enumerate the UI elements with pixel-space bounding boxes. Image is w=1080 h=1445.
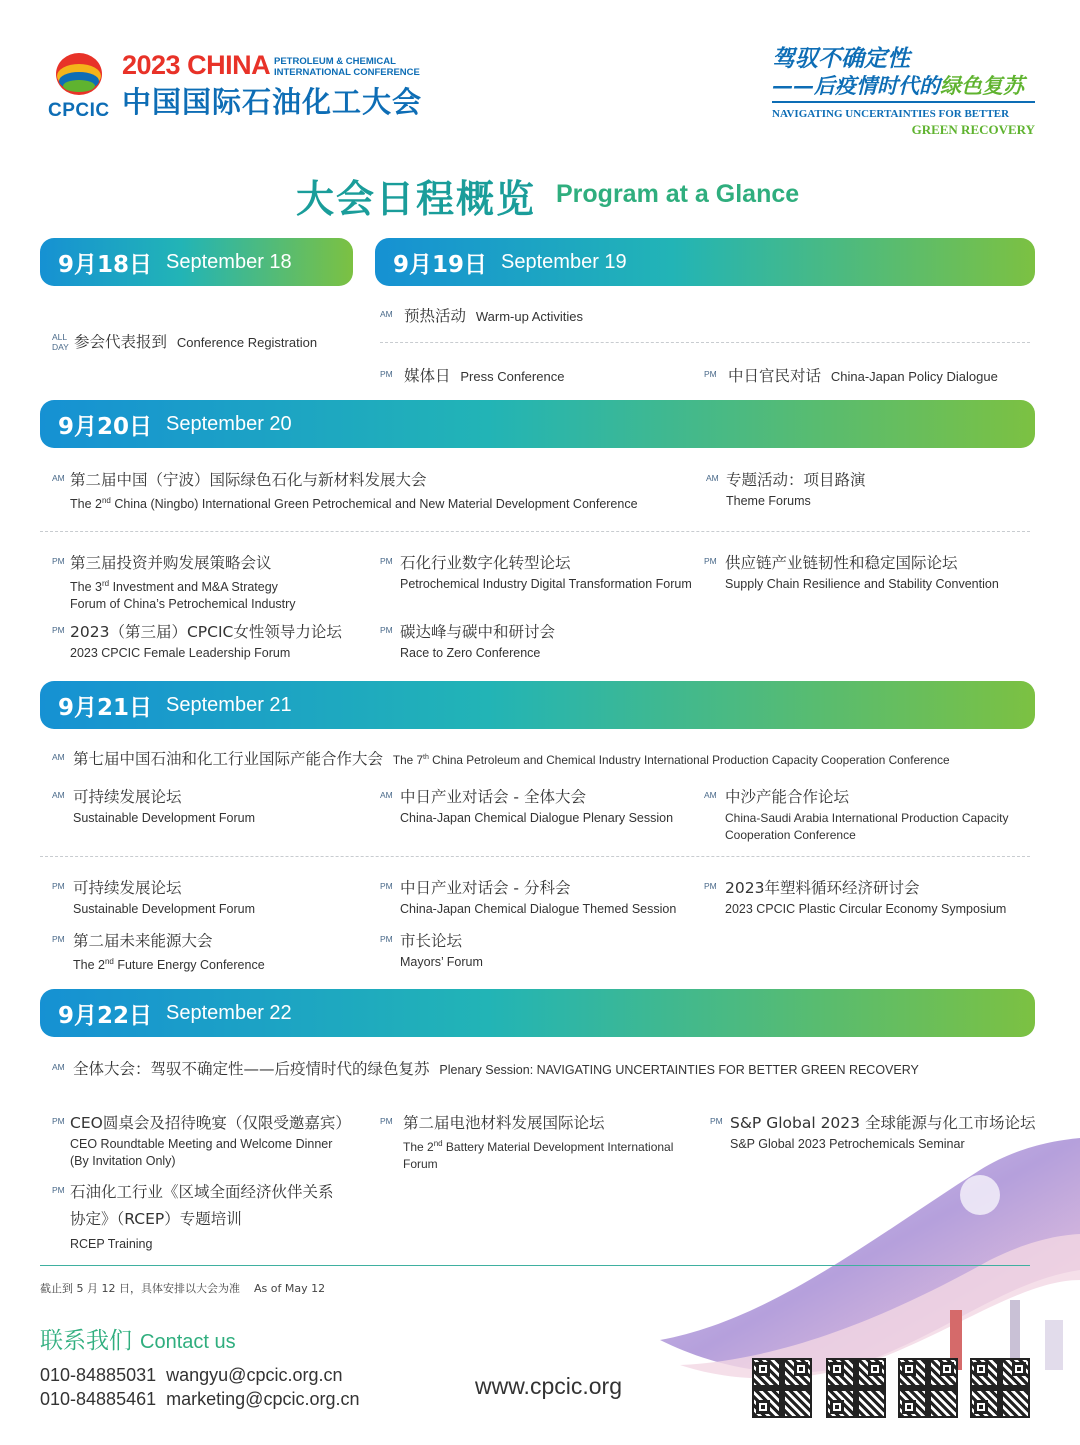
event-sustainable-pm: PM 可持续发展论坛 Sustainable Development Forum <box>52 879 256 916</box>
footer-divider <box>40 1265 1030 1266</box>
divider <box>40 531 1030 532</box>
event-china-saudi: AM 中沙产能合作论坛 China-Saudi Arabia International Production Capacity Cooperation Conference <box>704 788 1009 842</box>
event-policy-dialogue: PM 中日官民对话 China-Japan Policy Dialogue <box>704 367 998 385</box>
event-capacity-cooperation: AM 第七届中国石油和化工行业国际产能合作大会 The 7th China Petroleum and Chemical Industry International Production Capacity Cooperation Conference <box>52 750 950 768</box>
cpcic-logo-icon <box>55 52 103 96</box>
event-press: PM 媒体日 Press Conference <box>380 367 565 385</box>
day-bar-sep21: 9月21日 September 21 <box>40 681 1035 729</box>
slogan-english-2: GREEN RECOVERY <box>911 122 1035 137</box>
qr-code-3[interactable] <box>898 1358 958 1418</box>
page-title-english: Program at a Glance <box>556 180 800 208</box>
event-female-leadership: PM 2023（第三届）CPCIC女性领导力论坛 2023 CPCIC Female Leadership Forum <box>52 623 342 660</box>
slogan-line-2: ——后疫情时代的绿色复苏 <box>772 73 1024 98</box>
day-bar-sep18: 9月18日 September 18 <box>40 238 353 286</box>
event-investment-forum: PM 第三届投资并购发展策略会议 The 3rd Investment and M&A Strategy Forum of China’s Petrochemical Industry <box>52 554 296 611</box>
divider <box>380 342 1030 343</box>
qr-code-2[interactable] <box>826 1358 886 1418</box>
logo-year: 2023 CHINA <box>122 50 271 80</box>
slogan-english-1: NAVIGATING UNCERTAINTIES FOR BETTER <box>772 108 1010 120</box>
footer-note: 截止到 5 月 12 日，具体安排以大会为准 As of May 12 <box>40 1282 326 1295</box>
day-bar-sep20: 9月20日 September 20 <box>40 400 1035 448</box>
event-theme-forums: AM 专题活动：项目路演 Theme Forums <box>706 471 866 508</box>
day-bar-sep22: 9月22日 September 22 <box>40 989 1035 1037</box>
qr-code-1[interactable] <box>752 1358 812 1418</box>
event-ceo-roundtable: PM CEO圆桌会及招待晚宴（仅限受邀嘉宾） CEO Roundtable Meeting and Welcome Dinner (By Invitation Only) <box>52 1114 351 1168</box>
event-digital-forum: PM 石化行业数字化转型论坛 Petrochemical Industry Digital Transformation Forum <box>380 554 692 591</box>
event-battery-forum: PM 第二届电池材料发展国际论坛 The 2nd Battery Material Development International Forum <box>380 1114 674 1171</box>
event-sp-global: PM S&P Global 2023 全球能源与化工市场论坛 S&P Global 2023 Petrochemicals Seminar <box>710 1114 1036 1151</box>
event-supply-chain: PM 供应链产业链韧性和稳定国际论坛 Supply Chain Resilience and Stability Convention <box>704 554 999 591</box>
event-dialogue-themed: PM 中日产业对话会 - 分科会 China-Japan Chemical Dialogue Themed Session <box>380 879 677 916</box>
event-sustainable-am: AM 可持续发展论坛 Sustainable Development Forum <box>52 788 256 825</box>
contact-line-2 <box>40 1389 359 1410</box>
logo-abbreviation: CPCIC <box>48 100 110 121</box>
event-mayors-forum: PM 市长论坛 Mayors’ Forum <box>380 932 483 969</box>
divider <box>40 856 1030 857</box>
event-plenary-session: AM 全体大会：驾驭不确定性——后疫情时代的绿色复苏 Plenary Session: NAVIGATING UNCERTAINTIES FOR BETTER GREEN RECOVERY <box>52 1060 919 1078</box>
page-title-chinese: 大会日程概览 <box>296 177 537 221</box>
event-registration: ALL DAY 参会代表报到 Conference Registration <box>52 332 318 352</box>
phone-1[interactable]: 010-84885031 <box>40 1365 157 1385</box>
email-1[interactable]: wangyu@cpcic.org.cn <box>166 1365 343 1385</box>
slogan-line-1: 驾驭不确定性 <box>772 45 910 72</box>
logo-chinese-name: 中国国际石油化工大会 <box>122 85 423 119</box>
logo-subtitle: PETROLEUM & CHEMICAL INTERNATIONAL CONFERENCE <box>274 56 420 78</box>
event-plastic-symposium: PM 2023年塑料循环经济研讨会 2023 CPCIC Plastic Circular Economy Symposium <box>704 879 1007 916</box>
event-ningbo-conference: AM 第二届中国（宁波）国际绿色石化与新材料发展大会 The 2nd China (Ningbo) International Green Petrochemical and New Material Development Conference <box>52 471 638 512</box>
event-future-energy: PM 第二届未来能源大会 The 2nd Future Energy Conference <box>52 932 265 973</box>
event-race-to-zero: PM 碳达峰与碳中和研讨会 Race to Zero Conference <box>380 623 556 660</box>
day-bar-sep19: 9月19日 September 19 <box>375 238 1035 286</box>
event-rcep-training: PM 石油化工行业《区域全面经济伙伴关系 协定》（RCEP）专题培训 RCEP Training <box>52 1183 334 1251</box>
email-2[interactable]: marketing@cpcic.org.cn <box>166 1389 360 1409</box>
event-dialogue-plenary: AM 中日产业对话会 - 全体大会 China-Japan Chemical Dialogue Plenary Session <box>380 788 674 825</box>
slogan-divider <box>772 101 1035 103</box>
website-link[interactable]: www.cpcic.org <box>475 1373 622 1399</box>
phone-2[interactable]: 010-84885461 <box>40 1389 157 1409</box>
contact-line-1 <box>40 1365 343 1386</box>
event-warmup: AM 预热活动 Warm-up Activities <box>380 307 584 325</box>
qr-code-4[interactable] <box>970 1358 1030 1418</box>
contact-heading: 联系我们 Contact us <box>40 1328 236 1354</box>
